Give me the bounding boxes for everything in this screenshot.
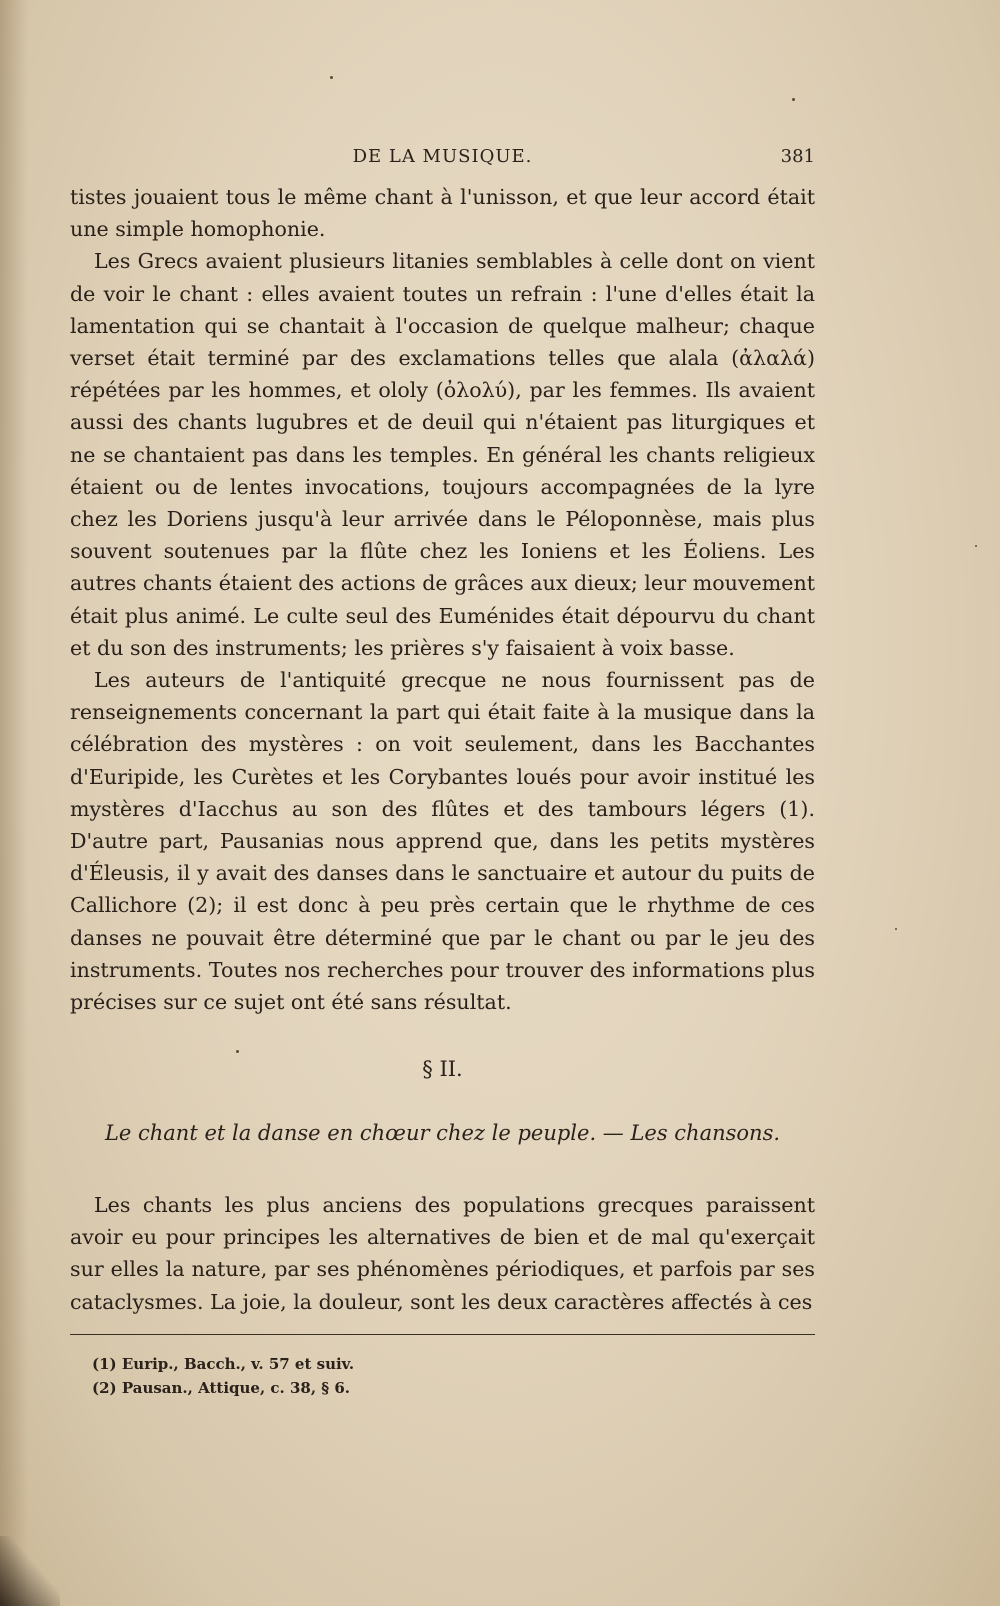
main-text (70, 181, 815, 1018)
footnote-divider (70, 1334, 815, 1335)
footnote: (2) Pausan., Attique, c. 38, § 6. (92, 1379, 351, 1397)
section-title: Le chant et la danse en chœur chez le peuple. — Les chansons. (104, 1121, 781, 1145)
paper-speck (330, 76, 333, 79)
paper-speck (975, 545, 977, 547)
spine-shadow (0, 0, 28, 1606)
corner-shadow (0, 1536, 60, 1606)
paper-speck (236, 1050, 239, 1053)
paragraph: Les chants les plus anciens des populations grecques paraissent avoir eu pour principes les alternatives de bien et de mal qu'exerçait sur elles la nature, par ses phénomènes périodiques, et parfois par ses cataclysmes. La joie, la douleur, sont les deux caractères affectés à ces (70, 1193, 815, 1314)
page-number: 381 (780, 146, 815, 167)
paragraph: Les auteurs de l'antiquité grecque ne nous fournissent pas de renseignements concernant la part qui était faite à la musique dans la célébration des mystères : on voit seulement, dans les Bacchantes d'Euripide, les Curètes et les Corybantes loués pour avoir institué les mystères d'Iacchus au son des flûtes et des tambours légers (1). D'autre part, Pausanias nous apprend que, dans les petits mystères d'Éleusis, il y avait des danses dans le sanctuaire et autour du puits de Callichore (2); il est donc à peu près certain que le rhythme de ces danses ne pouvait être déterminé que par le chant ou par le jeu des instruments. Toutes nos recherches pour trouver des informations plus précises sur ce sujet ont été sans résultat. (70, 668, 815, 1015)
paper-speck (792, 98, 795, 101)
section-text (70, 1189, 815, 1318)
running-title: DE LA MUSIQUE. (352, 146, 533, 167)
paper-speck (895, 928, 897, 930)
paragraph: Les Grecs avaient plusieurs litanies semblables à celle dont on vient de voir le chant : elles avaient toutes un refrain : l'une d'elles était la lamentation qui se chantait à l'occasion de quelque malheur; chaque verset était terminé par des exclamations telles que alala (ἀλαλά) répétées par les hommes, et ololy (ὀλολύ), par les femmes. Ils avaient aussi des chants lugubres et de deuil qui n'étaient pas liturgiques et ne se chantaient pas dans les temples. En général les chants religieux étaient ou de lentes invocations, toujours accompagnées de la lyre chez les Doriens jusqu'à leur arrivée dans le Péloponnèse, mais plus souvent soutenues par la flûte chez les Ioniens et les Éoliens. Les autres chants étaient des actions de grâces aux dieux; leur mouvement était plus animé. Le culte seul des Euménides était dépourvu du chant et du son des instruments; les prières s'y faisaient à voix basse. (70, 249, 815, 660)
footnote: (1) Eurip., Bacch., v. 57 et suiv. (92, 1355, 355, 1373)
page-header (70, 146, 815, 170)
paragraph: tistes jouaient tous le même chant à l'unisson, et que leur accord était une simple homophonie. (70, 185, 815, 242)
section-number: § II. (422, 1057, 463, 1081)
footnotes (92, 1352, 792, 1400)
